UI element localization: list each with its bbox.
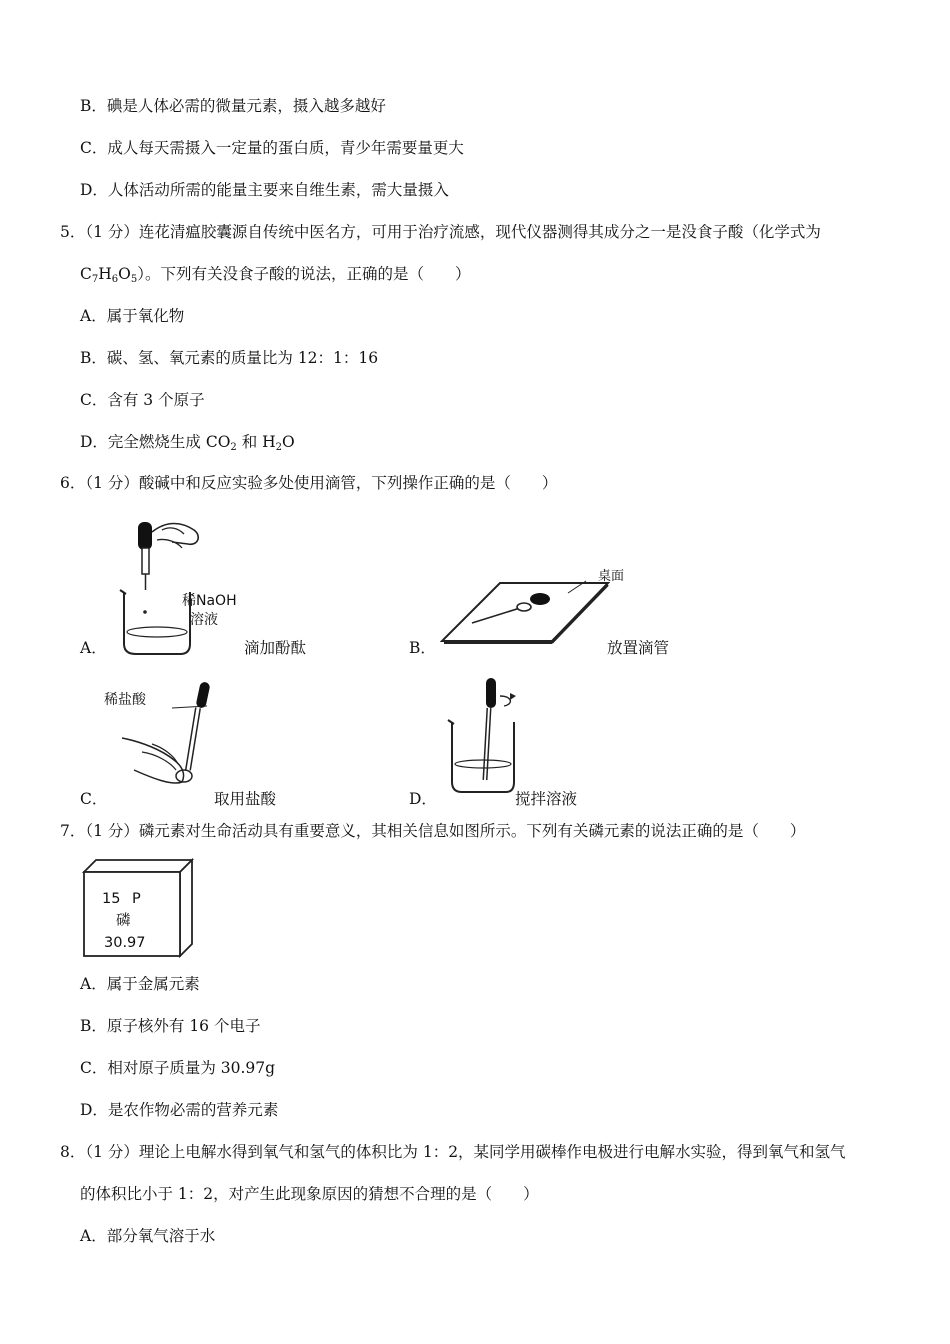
q5-d-sub1: 2 [230, 442, 237, 453]
q5-option-d [80, 432, 295, 452]
q8-stem-line2: 的体积比小于 1：2，对产生此现象原因的猜想不合理的是（ ） [80, 1185, 539, 1203]
q5-option-b: B．碳、氢、氧元素的质量比为 12：1：16 [80, 349, 379, 367]
formula-c: C [80, 265, 92, 283]
q5-d-prefix: D．完全燃烧生成 CO [80, 433, 231, 451]
formula-o-sub: 5 [130, 274, 138, 285]
fig-b-label: 桌面 [598, 569, 625, 584]
q4-option-d: D．人体活动所需的能量主要来自维生素，需大量摄入 [80, 181, 449, 199]
figure-stir-beaker [442, 676, 522, 802]
q5-stem-rest: ）。下列有关没食子酸的说法，正确的是（ ） [137, 265, 471, 283]
q8-stem-line1: 8．（1 分）理论上电解水得到氧气和氢气的体积比为 1：2，某同学用碳棒作电极进行电解水实验，得到氧气和氢气 [60, 1143, 846, 1161]
q6-option-d-caption: 搅拌溶液 [515, 790, 578, 808]
q4-option-c: C．成人每天需摄入一定量的蛋白质，青少年需要量更大 [80, 139, 464, 157]
element-number: 15 [102, 891, 121, 907]
q5-stem-line1: 5．（1 分）连花清瘟胶囊源自传统中医名方，可用于治疗流感，现代仪器测得其成分之一是没食子酸（化学式为 [60, 223, 821, 241]
q6-option-c-letter: C． [80, 790, 108, 808]
q7-option-b: B．原子核外有 16 个电子 [80, 1017, 261, 1035]
q5-d-mid: 和 H [236, 433, 276, 451]
figure-dropper-beaker [112, 512, 247, 660]
q6-option-b-caption: 放置滴管 [607, 639, 670, 657]
q6-option-d-letter: D． [409, 790, 437, 808]
formula-h-sub: 6 [111, 274, 119, 285]
q5-stem-line2 [80, 264, 471, 284]
fig-c-label: 稀盐酸 [104, 692, 146, 708]
q5-option-a: A．属于氧化物 [80, 307, 185, 325]
q5-d-suffix: O [282, 433, 295, 451]
formula-o: O [118, 265, 131, 283]
fig-a-label-1: 稀NaOH [182, 593, 237, 609]
q6-option-a-caption: 滴加酚酞 [244, 639, 307, 657]
element-symbol: P [132, 891, 141, 907]
q7-option-c: C．相对原子质量为 30.97g [80, 1059, 276, 1077]
figure-dropper-table [440, 575, 610, 645]
element-mass: 30.97 [104, 935, 146, 951]
q5-d-sub2: 2 [275, 442, 283, 453]
q5-option-c: C．含有 3 个原子 [80, 391, 205, 409]
element-card-phosphorus [82, 858, 194, 958]
element-name: 磷 [116, 913, 131, 929]
formula-c-sub: 7 [91, 274, 99, 285]
q8-option-a: A．部分氧气溶于水 [80, 1227, 216, 1245]
q7-option-a: A．属于金属元素 [80, 975, 200, 993]
q6-stem: 6．（1 分）酸碱中和反应实验多处使用滴管，下列操作正确的是（ ） [60, 474, 558, 492]
q4-option-b: B．碘是人体必需的微量元素，摄入越多越好 [80, 97, 386, 115]
formula-h: H [98, 265, 112, 283]
q7-stem: 7．（1 分）磷元素对生命活动具有重要意义，其相关信息如图所示。下列有关磷元素的说法正确的是（ ） [60, 822, 806, 840]
q6-option-b-letter: B． [409, 639, 436, 657]
fig-a-label-2: 溶液 [190, 612, 218, 628]
q6-option-c-caption: 取用盐酸 [214, 790, 277, 808]
q6-option-a-letter: A． [80, 639, 107, 657]
q7-option-d: D．是农作物必需的营养元素 [80, 1101, 279, 1119]
